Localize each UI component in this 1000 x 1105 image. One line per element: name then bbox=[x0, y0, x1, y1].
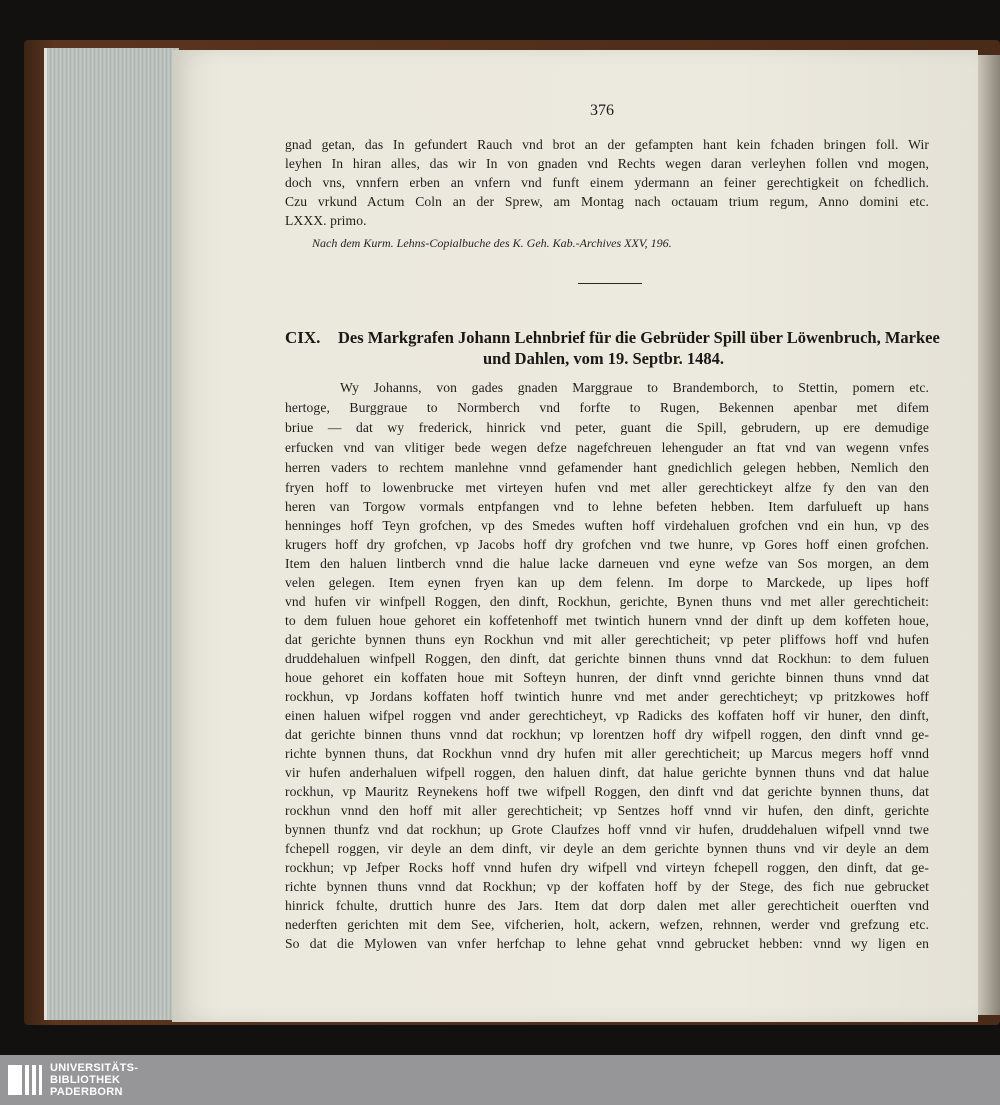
text-line: einen haluen wifpel roggen vnd ander gerechticheyt, vp Radicks des koffaten hoff vir huner, den dinft, bbox=[285, 708, 929, 723]
text-line: herren vaders to rechtem manlehne vnnd gefamender hant gnedichlich gelegen hebben, Nemlich den bbox=[285, 460, 929, 475]
text-line: vir hufen anderhaluen wifpell roggen, den haluen dinft, dat halue gerichte bynnen thuns vnd dat halue bbox=[285, 765, 929, 780]
text-line: henninges hoff Teyn grofchen, vp des Smedes wuften hoff virdehaluen grofchen vnd ein hun, vp des bbox=[285, 518, 929, 533]
page-edges bbox=[44, 48, 179, 1020]
text-line: rockhun, vp Jordans koffaten hoff twintich hunre vnd met ander gerechticheyt; vp pritzkowes hoff bbox=[285, 689, 929, 704]
text-line: dat gerichte binnen thuns vnnd dat rockhun; vp lorentzen hoff dry wifpell roggen, den dinft vnnd ge- bbox=[285, 727, 929, 742]
library-name-line2: BIBLIOTHEK bbox=[50, 1074, 121, 1086]
text-line: fryen hoff to lowenbrucke met virteyen hufen vnd met aller gerechtickeyt alfze fy den van den bbox=[285, 480, 929, 495]
text-line: fchepell roggen, vir deyle an dem dinft, vir deyle an dem gerichte bynnen thuns vnd vir deyle an dem bbox=[285, 841, 929, 856]
source-note: Nach dem Kurm. Lehns-Copialbuche des K. Geh. Kab.-Archives XXV, 196. bbox=[312, 236, 672, 250]
text-line: gnad getan, das In gefundert Rauch vnd brot an der gefampten hant kein fchaden bringen foll. Wir bbox=[285, 137, 929, 152]
text-line: houe gehoret ein koffaten houe mit Softeyn hunren, der dinft vnnd gerichte binnen thuns vnnd dat bbox=[285, 670, 929, 685]
library-footer-bar bbox=[0, 1055, 1000, 1105]
document-heading-line1: Des Markgrafen Johann Lehnbrief für die Gebrüder Spill über Löwenbruch, Markee bbox=[338, 328, 940, 347]
text-line: leyhen In hiran alles, das wir In von gnaden vnd Rechts wegen daran verleyhen follen vnd mogen, bbox=[285, 156, 929, 171]
document-number: CIX. bbox=[285, 328, 321, 347]
text-line: LXXX. primo. bbox=[285, 213, 367, 228]
text-line: briue — dat wy frederick, hinrick vnd peter, guant die Spill, gebrudern, up ere demudige bbox=[285, 420, 929, 435]
text-line: Wy Johanns, von gades gnaden Marggraue to Brandemborch, to Stettin, pomern etc. bbox=[340, 380, 929, 395]
text-line: bynnen thunfz vnd dat rockhun; up Grote Claufzes hoff vnnd vir hufen, druddehaluen wifpell vnnd twe bbox=[285, 822, 929, 837]
text-line: rockhun, vp Mauritz Reynekens hoff twe wifpell Roggen, den dinft vnd dat gerichte bynnen thuns, dat bbox=[285, 784, 929, 799]
library-logo-icon bbox=[6, 1061, 44, 1099]
text-line: So dat die Mylowen van vnfer herfchap to lehne gehat vnnd gebrucket hebben: vnnd wy ligen en bbox=[285, 936, 929, 951]
text-line: richte bynnen thuns, dat Rockhun vnnd dry hufen mit aller gerechticheit; up Marcus megers hoff vnnd bbox=[285, 746, 929, 761]
section-divider bbox=[578, 283, 642, 284]
text-line: rockhun vnnd den hoff mit aller gerechticheit; vp Sentzes hoff vnnd vir hufen, den dinft, gerichte bbox=[285, 803, 929, 818]
text-line: krugers hoff dry grofchen, vp Jacobs hoff dry grofchen vnd twe hunre, vp Gores hoff einen grofchen. bbox=[285, 537, 929, 552]
text-line: dat gerichte bynnen thuns eyn Rockhun vnd mit aller gerechticheit; vp peter pliffows hoff vnd hufen bbox=[285, 632, 929, 647]
text-line: richte bynnen thuns vnnd dat Rockhun; vp der koffaten hoff by der Stege, des fich nue gebrucket bbox=[285, 879, 929, 894]
text-line: to dem fuluen houe gehoret ein koffetenhoff met twintich hunern vnnd der dinft up dem koffeten houe, bbox=[285, 613, 929, 628]
text-line: doch vns, vnnfern erben an vnfern vnd funft einem ydermann an feiner gerechtigkeit on fchedlich. bbox=[285, 175, 929, 190]
page-number: 376 bbox=[590, 102, 614, 119]
text-line: rockhun; vp Jefper Rocks hoff vnnd hufen dry wifpell vnd virteyn fchepell roggen, den dinft, dat ge- bbox=[285, 860, 929, 875]
right-page-edge bbox=[978, 55, 1000, 1015]
text-line: velen gelegen. Item eynen fryen kan up dem felenn. Im dorpe to Marckede, up lipes hoff bbox=[285, 575, 929, 590]
text-line: Item den haluen lintberch vnnd die halue lacke darneuen vnd eyne wefze van Sos morgen, an dem bbox=[285, 556, 929, 571]
text-line: druddehaluen winfpell Roggen, den dinft, dat gerichte binnen thuns vnnd dat Rockhun: to dem fuluen bbox=[285, 651, 929, 666]
text-line: heren van Torgow vormals entpfangen vnd to lehne befeten hebben. Item darfulueft up hans bbox=[285, 499, 929, 514]
document-heading-line2: und Dahlen, vom 19. Septbr. 1484. bbox=[483, 349, 724, 368]
text-line: erfucken vnd van vlitiger bede wegen defze nagefchreuen lehenguder an ftat vnd van wegenn vnfes bbox=[285, 440, 929, 455]
text-line: hertoge, Burggraue to Normberch vnd forfte to Rugen, Bekennen apenbar met difem bbox=[285, 400, 929, 415]
text-line: vnd hufen vir winfpell Roggen, den dinft, Rockhun, gerichte, Bynen thuns vnd met aller gerechticheit: bbox=[285, 594, 929, 609]
library-name-line1: UNIVERSITÄTS- bbox=[50, 1062, 139, 1074]
text-line: hinrick fchulte, druttich hunre des Jars. Item dat dorp dalen met aller gerechticheit ouerften vnd bbox=[285, 898, 929, 913]
library-name-line3: PADERBORN bbox=[50, 1086, 123, 1098]
text-line: Czu vrkund Actum Coln an der Sprew, am Montag nach octauam trium regum, Anno domini etc. bbox=[285, 194, 929, 209]
text-line: nederften gerichten mit dem See, vifcherien, holt, ackern, wefzen, rehnnen, werder vnd grefzung etc. bbox=[285, 917, 929, 932]
